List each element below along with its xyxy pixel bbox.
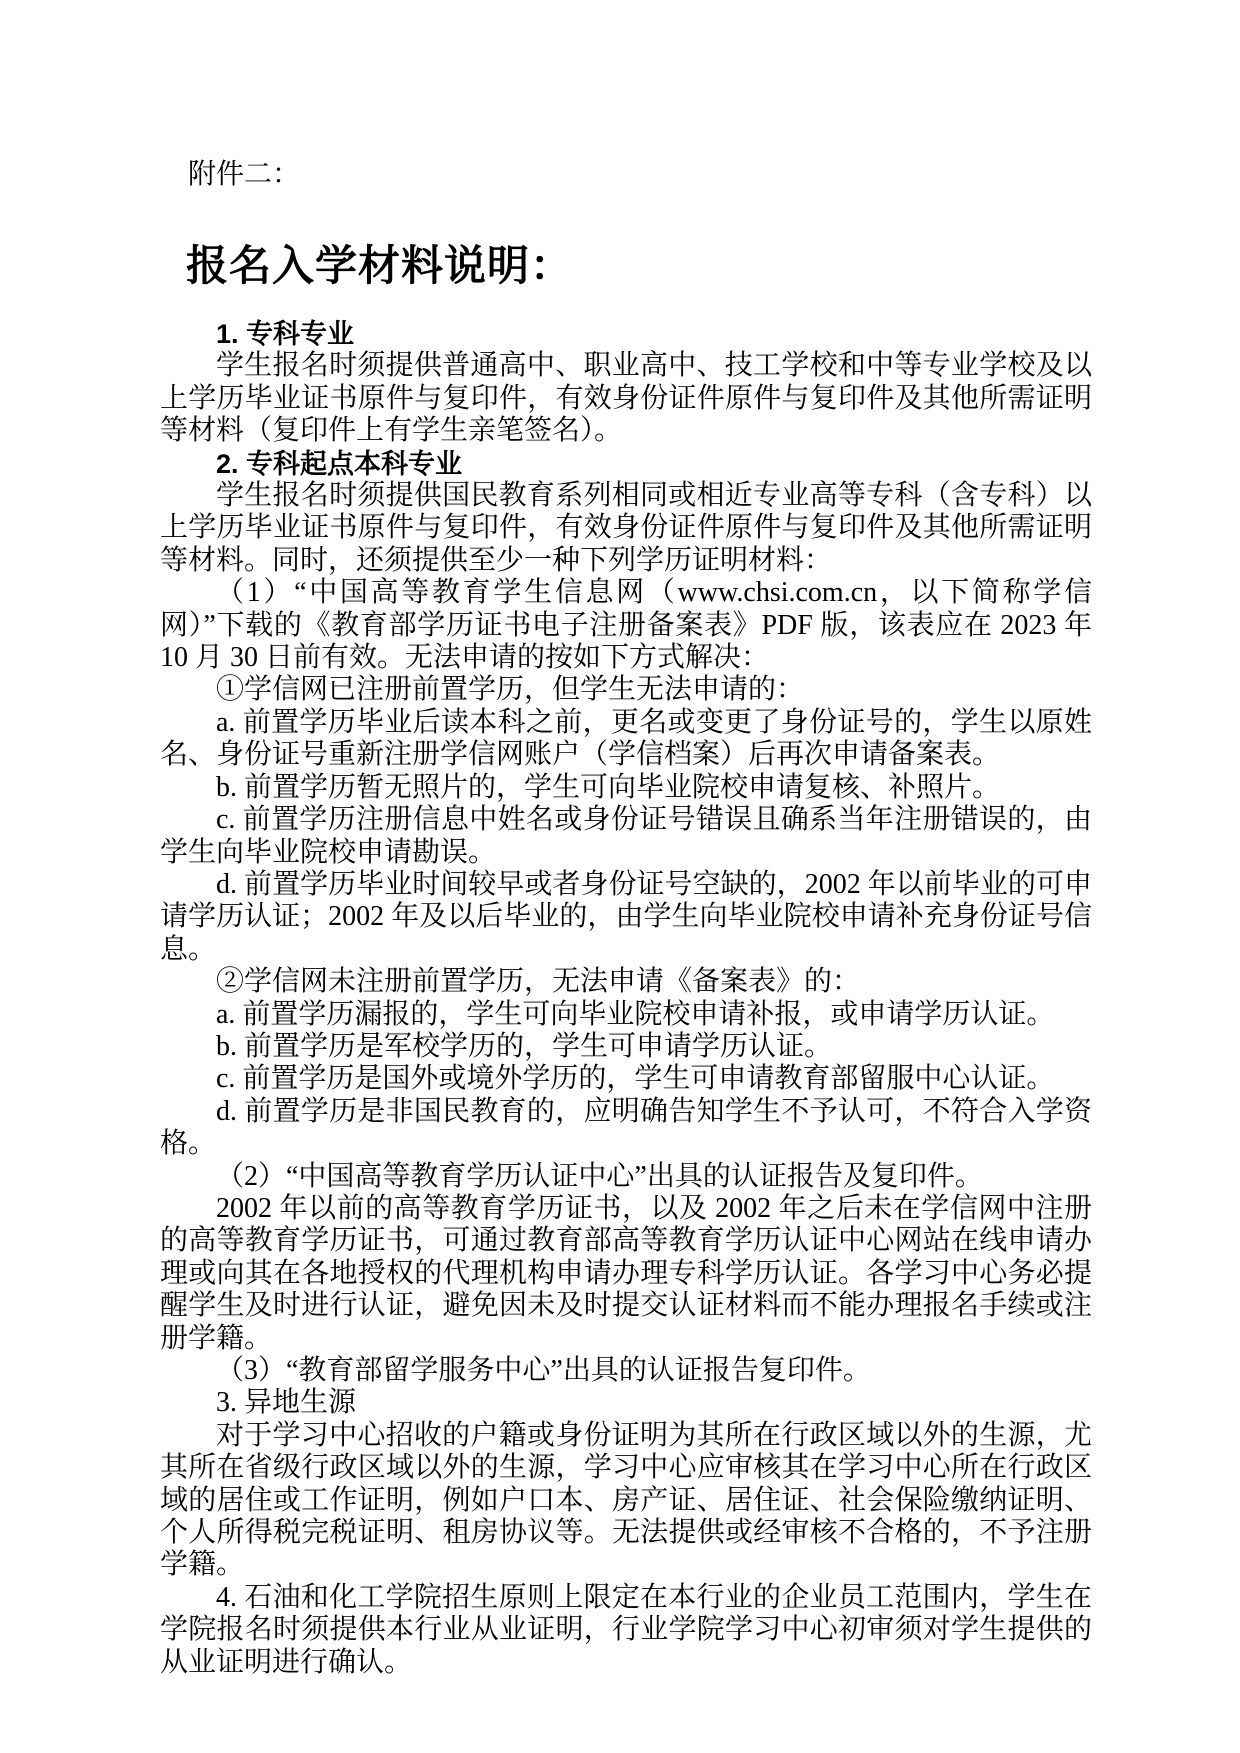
paragraph: （3）“教育部留学服务中心”出具的认证报告复印件。 <box>216 1355 871 1386</box>
section-heading: 1. 专科专业 <box>216 319 355 349</box>
page-title: 报名入学材料说明： <box>186 244 574 290</box>
paragraph: 对于学习中心招收的户籍或身份证明为其所在行政区域以外的生源，尤其所在省级行政区域以外的生源，学习中心应审核其在学习中心所在行政区域的居住或工作证明，例如户口本、房产证、居住证、社会保险缴纳证明、个人所得税完税证明、租房协议等。无法提供或经审核不合格的，不予注册学籍。 <box>160 1419 1092 1581</box>
paragraph: 学生报名时须提供普通高中、职业高中、技工学校和中等专业学校及以上学历毕业证书原件与复印件，有效身份证件原件与复印件及其他所需证明等材料（复印件上有学生亲笔签名）。 <box>160 350 1092 447</box>
paragraph: （1）“中国高等教育学生信息网（www.chsi.com.cn，以下简称学信网）”下载的《教育部学历证书电子注册备案表》PDF 版，该表应在 2023 年 10 月 30 日前有效。无法申请的按如下方式解决： <box>160 577 1092 674</box>
paragraph: 2002 年以前的高等教育学历证书，以及 2002 年之后未在学信网中注册的高等教育学历证书，可通过教育部高等教育学历认证中心网站在线申请办理或向其在各地授权的代理机构申请办理专科学历认证。各学习中心务必提醒学生及时进行认证，避免因未及时提交认证材料而不能办理报名手续或注册学籍。 <box>160 1192 1092 1354</box>
document-body <box>160 318 1092 1679</box>
paragraph: c. 前置学历是国外或境外学历的，学生可申请教育部留服中心认证。 <box>216 1063 1055 1095</box>
paragraph: 4. 石油和化工学院招生原则上限定在本行业的企业员工范围内，学生在学院报名时须提供本行业从业证明，行业学院学习中心初审须对学生提供的从业证明进行确认。 <box>160 1581 1092 1678</box>
section-heading: 2. 专科起点本科专业 <box>216 448 463 479</box>
paragraph: c. 前置学历注册信息中姓名或身份证号错误且确系当年注册错误的，由学生向毕业院校申请勘误。 <box>160 804 1092 868</box>
paragraph: a. 前置学历毕业后读本科之前，更名或变更了身份证号的，学生以原姓名、身份证号重新注册学信网账户（学信档案）后再次申请备案表。 <box>160 706 1092 771</box>
paragraph: d. 前置学历毕业时间较早或者身份证号空缺的，2002 年以前毕业的可申请学历认证；2002 年及以后毕业的，由学生向毕业院校申请补充身份证号信息。 <box>160 868 1092 965</box>
paragraph: ①学信网已注册前置学历，但学生无法申请的： <box>216 674 805 706</box>
document-content <box>160 158 1092 1679</box>
paragraph: 3. 异地生源 <box>216 1387 357 1419</box>
paragraph: b. 前置学历是军校学历的，学生可申请学历认证。 <box>216 1030 833 1062</box>
paragraph: d. 前置学历是非国民教育的，应明确告知学生不予认可，不符合入学资格。 <box>160 1095 1092 1160</box>
attachment-label: 附件二： <box>188 159 301 190</box>
paragraph: b. 前置学历暂无照片的，学生可向毕业院校申请复核、补照片。 <box>216 771 1001 803</box>
paragraph: 学生报名时须提供国民教育系列相同或相近专业高等专科（含专科）以上学历毕业证书原件与复印件，有效身份证件原件与复印件及其他所需证明等材料。同时，还须提供至少一种下列学历证明材料： <box>160 480 1092 576</box>
paragraph: ②学信网未注册前置学历，无法申请《备案表》的： <box>216 966 861 998</box>
paragraph: （2）“中国高等教育学历认证中心”出具的认证报告及复印件。 <box>216 1160 983 1192</box>
paragraph: a. 前置学历漏报的，学生可向毕业院校申请补报，或申请学历认证。 <box>216 998 1055 1030</box>
